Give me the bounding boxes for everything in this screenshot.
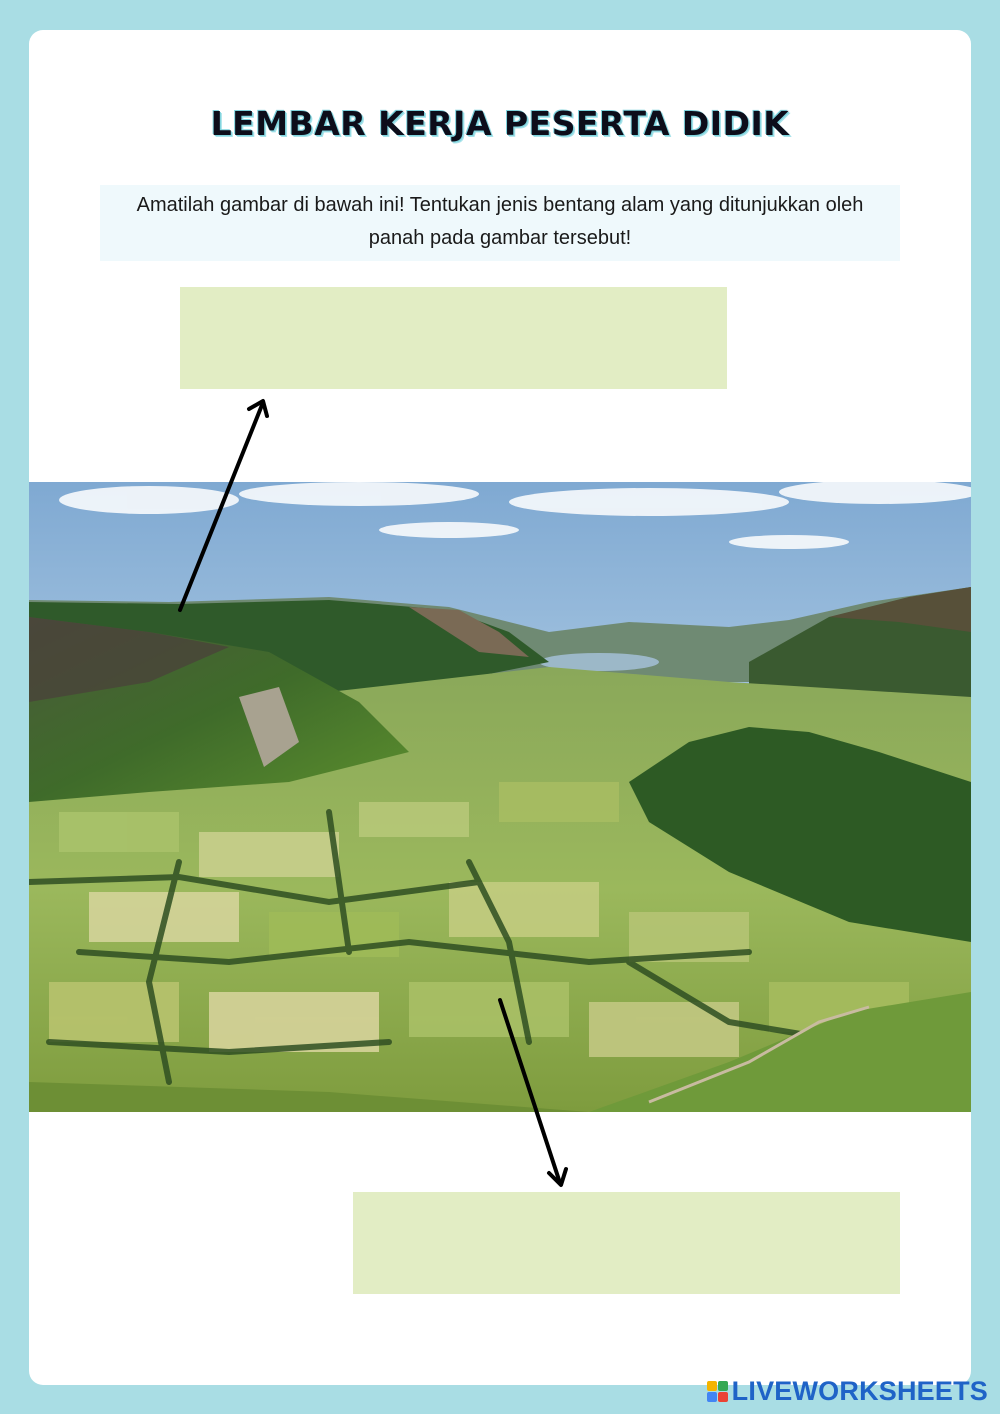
landscape-photo [29, 482, 971, 1112]
logo-text: LIVEWORKSHEETS [731, 1375, 988, 1406]
page-title: LEMBAR KERJA PESERTA DIDIK [210, 104, 790, 143]
logo-square [718, 1392, 728, 1402]
answer-field-top[interactable] [180, 287, 727, 389]
logo-square [718, 1381, 728, 1391]
liveworksheets-logo [707, 1374, 988, 1408]
logo-square [707, 1392, 717, 1402]
answer-field-bottom[interactable] [353, 1192, 900, 1294]
logo-grid-icon [707, 1381, 728, 1402]
instruction-text: Amatilah gambar di bawah ini! Tentukan jenis bentang alam yang ditunjukkan oleh panah pada gambar tersebut! [100, 185, 900, 261]
logo-square [707, 1381, 717, 1391]
